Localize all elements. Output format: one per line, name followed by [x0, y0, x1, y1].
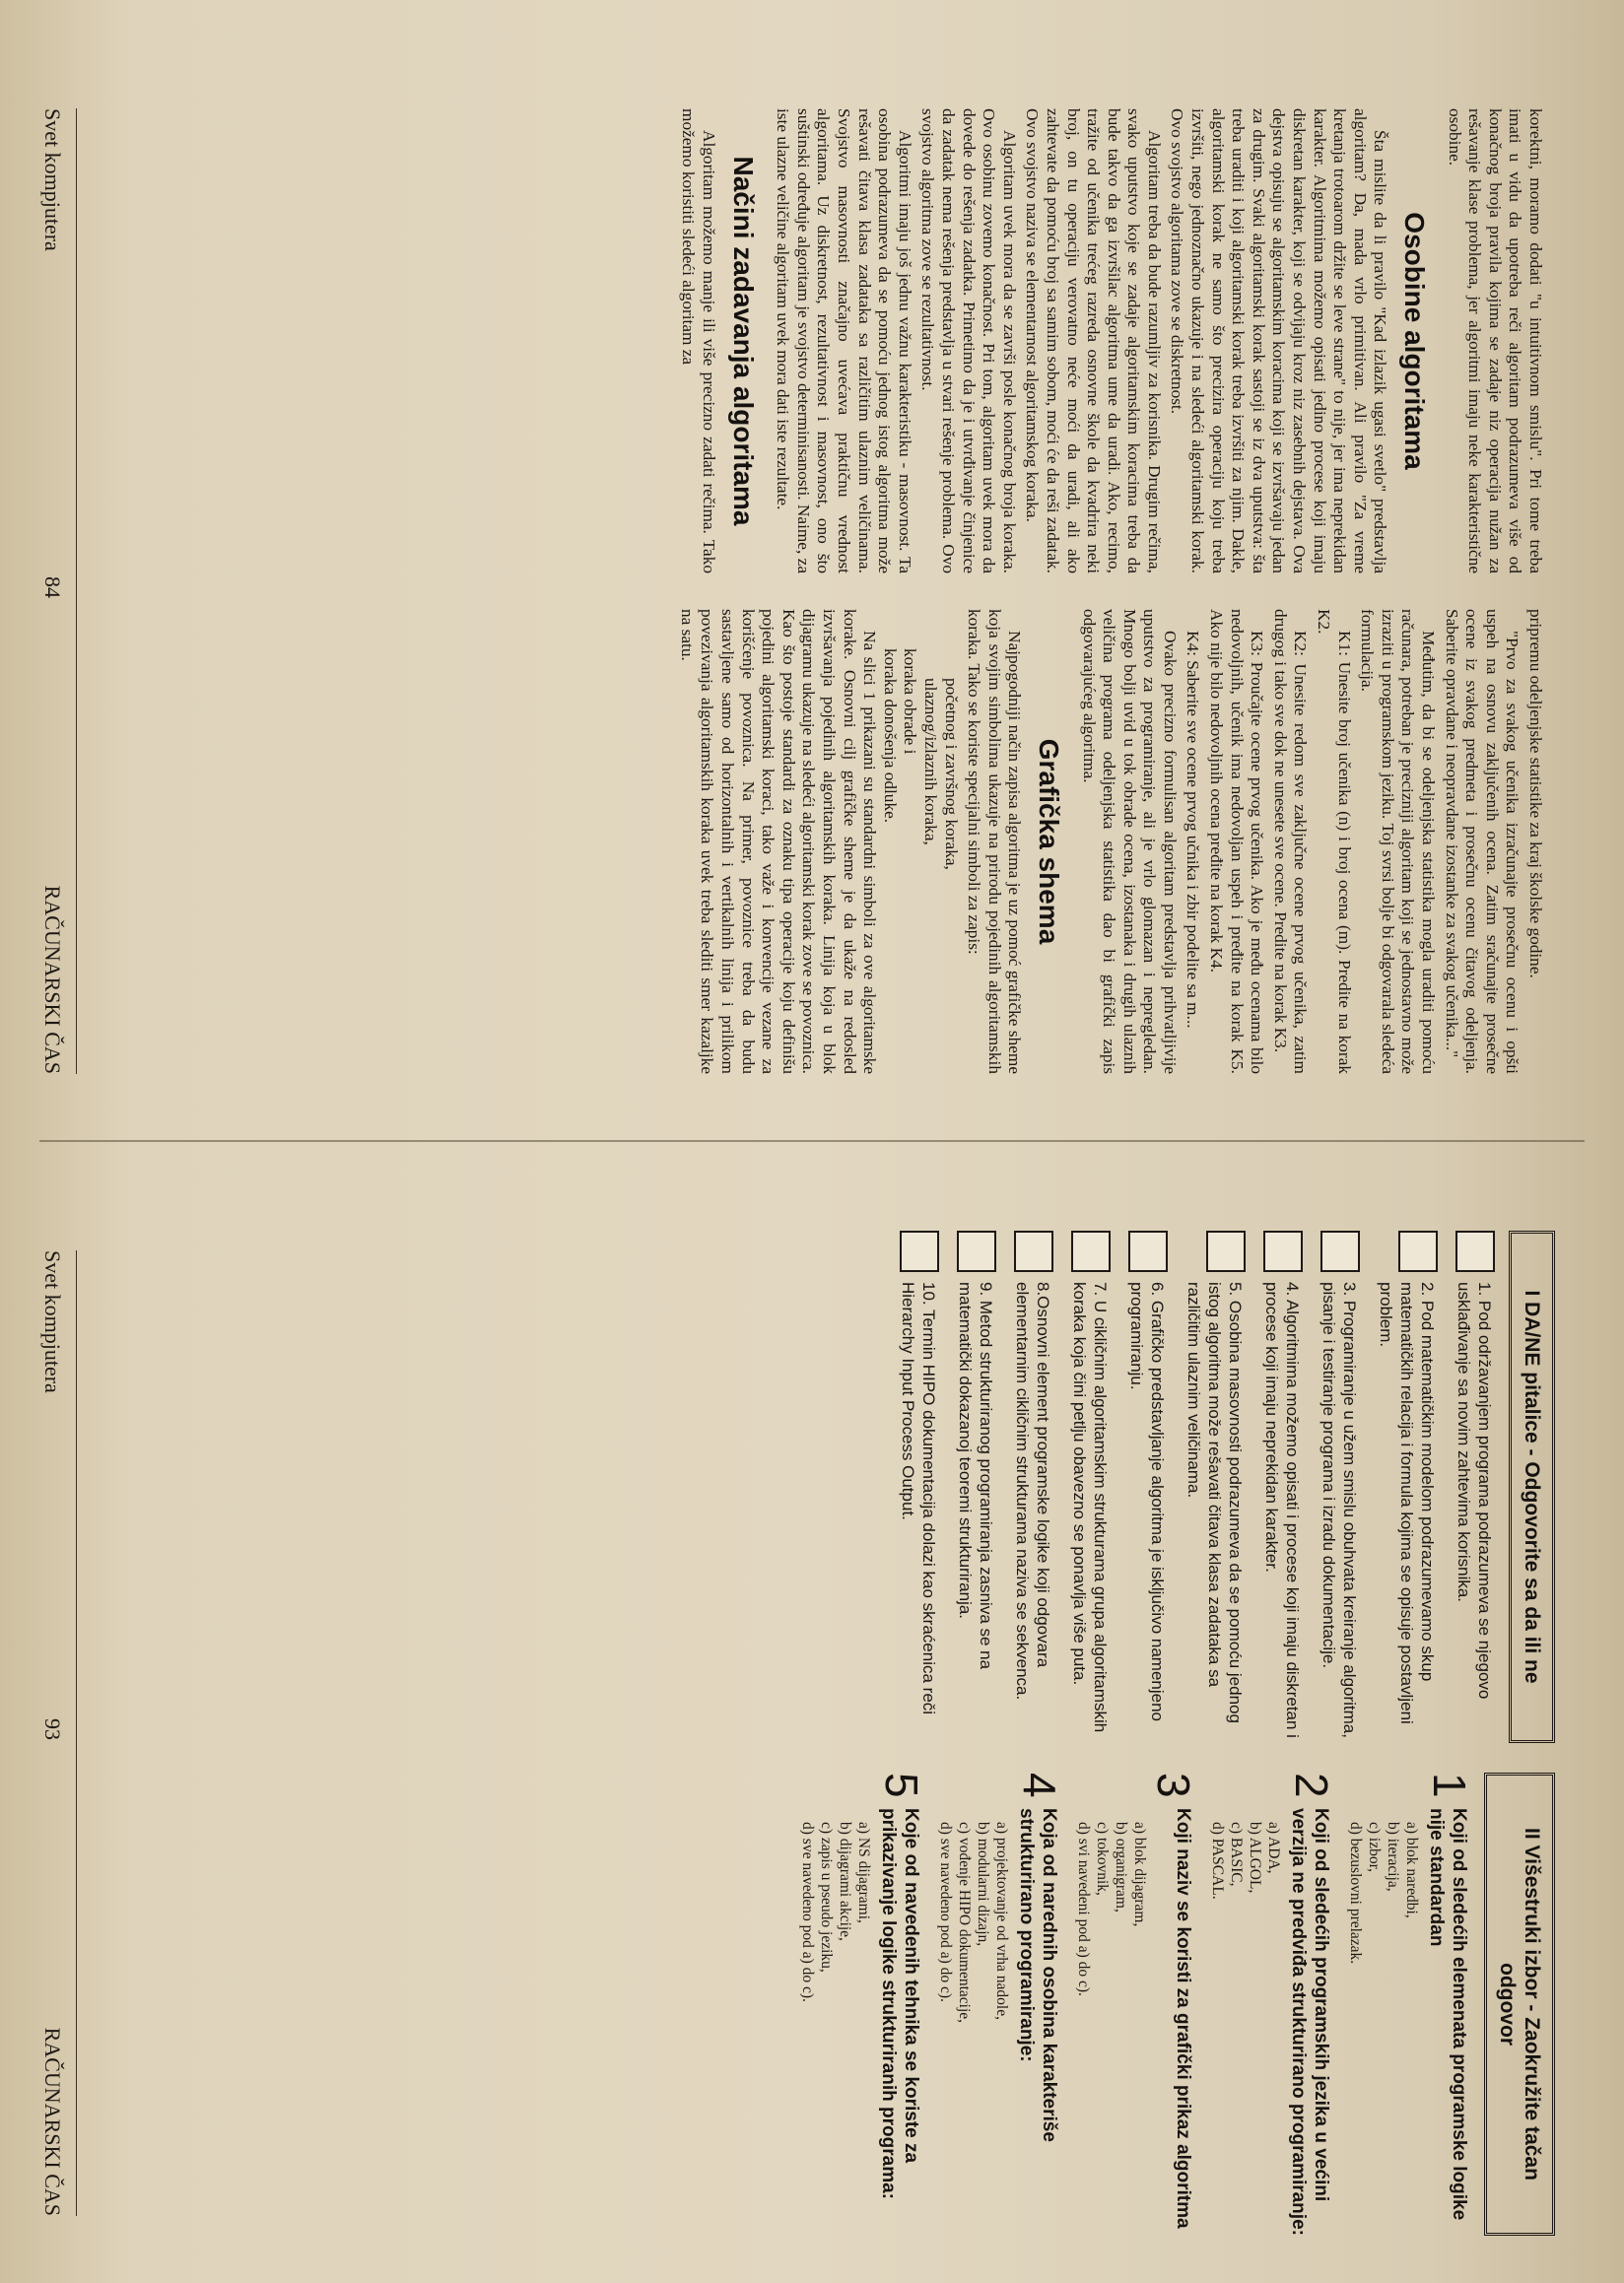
answer-option[interactable]: c) vođenje HIPO dokumentacije, — [956, 1822, 973, 2024]
page-84 — [0, 0, 1624, 1141]
true-false-section — [116, 1231, 1555, 1743]
question-text: 5. Osobina masovnosti podrazumeva da se pomoću jednog istog algoritma može rešavati čitava klasa zadataka sa različitim ulaznim veličinama. — [1184, 1282, 1245, 1723]
answer-checkbox[interactable] — [900, 1231, 939, 1272]
multiple-choice-question — [1286, 1773, 1337, 2236]
question-text: Koji od sledećih programskih jezika u većini verzija ne predviđa strukturirano programiranje: — [1288, 1808, 1331, 2236]
page-footer — [35, 1250, 65, 2216]
true-false-list — [898, 1231, 1495, 1743]
question-number: 2 — [1286, 1773, 1337, 1798]
answer-option[interactable]: b) dijagrami akcije, — [837, 1822, 853, 1941]
paragraph: Algoritmi imaju još jednu važnu karakteristiku - masovnost. Ta osobina podrazumeva da se pomoću jednog istog algoritma može rešavati čitava klasa zadataka sa različitim ulaznim veličinama. Svojstvo masovnosti značajno uvećava praktičnu vrednost algoritama. Uz diskretnost, rezultativnost i masovnost, ono što suštinski određuje algoritam je svojstvo determinisanosti. Naime, za iste ulazne veličine algoritam uvek mora dati iste rezultate. — [774, 108, 914, 573]
answer-option[interactable]: a) NS dijagrami, — [855, 1822, 872, 1923]
answer-checkbox[interactable] — [1455, 1231, 1495, 1272]
true-false-question — [1012, 1231, 1053, 1743]
paragraph: Međutim, da bi se odeljenjska statistika mogla uraditi pomoću računara, potreban je precizniji algoritam koji se jednostavno može izraziti u programskom jeziku. Toj svrsi bolje bi odgovarala sledeća formulacija. — [1358, 609, 1439, 1074]
answer-option[interactable]: c) izbor, — [1366, 1822, 1383, 1873]
question-text: 10. Termin HIPO dokumentacija dolazi kao skraćenica reči Hierarchy Input Process Output. — [899, 1282, 938, 1715]
answer-checkbox[interactable] — [1263, 1231, 1303, 1272]
answer-checkbox[interactable] — [957, 1231, 996, 1272]
footer-rule — [76, 108, 77, 1074]
paragraph: Algoritam treba da bude razumljiv za korisnika. Drugim rečima, svako uputstvo koje se zadaje algoritamskim koracima treba da bude takvo da ga izvršilac algoritma ume da uradi. Ako, recimo, tražite od učenika trećeg razreda osnovne škole da kvadrira neki broj, on tu operaciju verovatno neće moći da uradi, ali ako zahtevate da pomoću broj sa samim sobom, moći će da reši zadatak. Ovo svojstvo naziva se elementarnost algoritamskog koraka. — [1023, 108, 1164, 573]
true-false-question — [1319, 1231, 1360, 1743]
true-false-question — [955, 1231, 996, 1743]
answer-option[interactable]: d) svi navedeni pod a) do c). — [1075, 1822, 1092, 1996]
list-item: koraka donošenja odluke. — [880, 648, 900, 824]
answer-option[interactable]: b) iteracija, — [1385, 1822, 1401, 1892]
answer-checkbox[interactable] — [1398, 1231, 1438, 1272]
footer-page-number: 93 — [40, 1718, 65, 1740]
multiple-choice-question — [876, 1773, 927, 2236]
answer-options — [1346, 1822, 1421, 2236]
section-header: I DA/NE pitalice - Odgovorite sa da ili ne — [1509, 1231, 1555, 1743]
question-number: 1 — [1424, 1773, 1475, 1798]
algorithm-step: K3: Proučajte ocene prvog učenika. Ako je među ocenama bilo nedovoljnih, učenik ima nedovoljan uspeh i pređite na korak K5. Ako nije bilo nedovoljnih ocena pređite na korak K4. — [1207, 609, 1267, 1074]
answer-checkbox[interactable] — [1014, 1231, 1053, 1272]
question-text: 2. Pod matematičkim modelom podrazumevamo skup matematičkih relacija i formula kojima se opisuje postavljeni problem. — [1377, 1282, 1437, 1724]
answer-option[interactable]: b) organigram, — [1113, 1822, 1129, 1913]
answer-option[interactable]: d) sve navedeno pod a) do c). — [799, 1822, 816, 2002]
answer-option[interactable]: c) tokovnik, — [1094, 1822, 1111, 1896]
question-text: 4. Algoritmima možemo opisati i procese koji imaju diskretan i procese koji imaju neprekidan karakter. — [1262, 1282, 1302, 1738]
answer-option[interactable]: a) blok dijagram, — [1131, 1822, 1148, 1927]
answer-option[interactable]: b) modularni dizajn, — [975, 1822, 991, 1947]
true-false-question — [1069, 1231, 1111, 1743]
heading-nacini: Načini zadavanja algoritama — [727, 156, 759, 526]
algorithm-step: K2: Unesite redom sve zaključne ocene prvog učenika, zatim drugog i tako sve dok ne unesete sve ocene. Predite na korak K3. — [1270, 609, 1311, 1074]
true-false-question — [1261, 1231, 1303, 1743]
answer-option[interactable]: b) ALGOL, — [1247, 1822, 1263, 1894]
page-93 — [0, 1142, 1624, 2283]
answer-option[interactable]: a) projektovanje od vrha nadole, — [993, 1822, 1010, 2020]
paragraph: pripremu odeljenjske statistike za kraj školske godine. — [1526, 609, 1545, 978]
true-false-question — [1376, 1231, 1438, 1743]
question-number: 5 — [876, 1773, 927, 1798]
footer-magazine: Svet kompjutera — [40, 1250, 65, 1393]
article-column-2 — [126, 609, 1545, 1074]
question-text: Koji naziv se koristi za grafički prikaz algoritma — [1173, 1808, 1193, 2229]
question-text: 1. Pod održavanjem programa podrazumeva se njegovo usklađivanje sa novim zahtevima korisnika. — [1455, 1282, 1494, 1700]
footer-section: RAČUNARSKI ČAS — [40, 2027, 65, 2216]
question-text: Koji od sledećih elemenata programske logike nije standardan — [1426, 1808, 1469, 2221]
answer-checkbox[interactable] — [1128, 1231, 1168, 1272]
answer-option[interactable]: a) blok naredbi, — [1403, 1822, 1420, 1918]
answer-option[interactable]: d) PASCAL. — [1209, 1822, 1226, 1900]
answer-option[interactable]: c) BASIC, — [1228, 1822, 1245, 1887]
true-false-question — [1126, 1231, 1168, 1743]
answer-checkbox[interactable] — [1206, 1231, 1246, 1272]
multiple-choice-section — [116, 1773, 1555, 2236]
footer-magazine: Svet kompjutera — [40, 108, 65, 251]
list-item: koraka obrade i — [901, 648, 920, 755]
quiz-columns — [116, 1231, 1555, 2236]
question-text: 3. Programiranje u užem smislu obuhvata kreiranje algoritma, pisanje i testiranje programa i izradu dokumentacije. — [1320, 1282, 1359, 1738]
paragraph: Najpogodniji način zapisa algoritma je uz pomoć grafičke sheme koja svojim simbolima ukazuje na prirodu pojedinih algoritamskih koraka. Tako se koriste specijalni simboli za zapis: — [965, 609, 1025, 1074]
answer-checkbox[interactable] — [1320, 1231, 1360, 1272]
algorithm-step: K4: Saberite sve ocene prvog učnika i zbir podelite sa m... — [1184, 631, 1203, 1029]
paragraph: Algoritam možemo manje ili više precizno zadati rečima. Tako možemo koristiti sledeći algoritam za — [679, 108, 719, 573]
multiple-choice-question — [1148, 1773, 1199, 2236]
question-text: Koje od navedenih tehnika se koriste za prikazivanje logike strukturiranih programa: — [878, 1808, 921, 2199]
algorithm-step: K1: Unesite broj učenika (n) i broj ocena (m). Predite na korak K2. — [1315, 609, 1354, 1074]
article-columns — [126, 108, 1545, 1074]
list-item: početnog i završnog koraka, — [941, 678, 961, 870]
answer-option[interactable]: c) zapis u pseudo jeziku, — [818, 1822, 835, 1973]
question-number: 4 — [1014, 1773, 1065, 1798]
answer-option[interactable]: d) bezuslovni prelazak. — [1347, 1822, 1364, 1965]
paragraph: korektni, moramo dodati "u intuitivnom smislu". Pri tome treba imati u vidu da upotreba reči algoritam podrazumeva više od konačnog broja pravila kojima se zadaje niz operacija nužan za rešavanje klase problema, jer algoritmi imaju neke karakteristične osobine. — [1445, 108, 1545, 573]
footer-section: RAČUNARSKI ČAS — [40, 885, 65, 1074]
paragraph: Na slici 1 prikazani su standardni simboli za ove algoritamske korake. Osnovni cilj grafičke sheme je da ukaže na redosled izvršavanja pojedinih algoritamskih koraka. Linija koja u blok dijagramu ukazuje na sledeći algoritamski korak zove se povoznica. Kao što postoje standardi za oznaku tipa operacije koju definišu pojedini algoritamski koraci, tako važe i konvencije vezane za korišćenje povoznica. Na primer, povoznice treba da budu sastavljene samo od horizontalnih i vertikalnih linija i prilikom povezivanja algoritamskih koraka uvek treba slediti smer kazaljke na satu. — [677, 609, 880, 1074]
multiple-choice-question — [1424, 1773, 1475, 2236]
answer-options — [1074, 1822, 1149, 2236]
answer-option[interactable]: d) sve navedeno pod a) do c). — [937, 1822, 954, 2002]
page-footer — [35, 108, 65, 1074]
true-false-question — [898, 1231, 939, 1743]
article-column-1 — [126, 108, 1545, 573]
answer-options — [1208, 1822, 1283, 2236]
answer-checkbox[interactable] — [1071, 1231, 1111, 1272]
question-number: 3 — [1148, 1773, 1199, 1798]
footer-page-number: 84 — [40, 576, 65, 598]
footer-rule — [76, 1250, 77, 2216]
paragraph: Šta mislite da li pravilo "Kad izlazik ugasi svetlo" predstavlja algoritam? Da, mada vrlo primitivan. Ali pravilo "Za vreme kretanja trotoarom držite se leve strane" to nije, jer ima neprekidan karakter. Algoritmima možemo opisati jedino procese koji imaju diskretan karakter, koji se odvijaju kroz niz zasebnih dejstava. Ova dejstva opisuju se algoritamskim koracima koji se izvršavaju jedan za drugim. Svaki algoritamski korak sastoji se iz dva uputstva: šta treba uraditi i koji algoritamski korak treba izvršiti za njim. Dakle, algoritamski korak ne samo što precizira operaciju koju treba izvršiti, nego jednoznačno ukazuje i na sledeći algoritamski korak. Ovo svojstvo algoritama zove se diskretnost. — [1168, 108, 1390, 573]
answer-options — [798, 1822, 873, 2236]
heading-graficka: Grafička shema — [1033, 738, 1064, 945]
multiple-choice-list — [798, 1773, 1475, 2236]
list-item: ulaznog/izlaznih koraka, — [920, 678, 940, 845]
question-text: 9. Metod strukturiranog programiranja zasniva se na matematički dokazanoj teoremi strukturiranja. — [956, 1282, 995, 1670]
question-text: 7. U cikličnim algoritamskim strukturama grupa algoritamskih koraka koja čini petlju obavezno se ponavlja više puta. — [1070, 1282, 1110, 1733]
question-text: 8.Osnovni element programske logike koji odgovara elementarnim cikličnim strukturama naziva se sekvenca. — [1013, 1282, 1052, 1701]
answer-option[interactable]: a) ADA, — [1265, 1822, 1282, 1874]
paragraph: Algoritam uvek mora da se završi posle konačnog broja koraka. Ovo osobinu zovemo konačnost. Pri tom, algoritam uvek mora da dovede do rešenja zadatka. Primetimo da je i utvrđivanje činjenice da zadatak nema rešenja predstavlja u stvari rešenje problema. Ovo svojstvo algoritma zove se rezultativnost. — [918, 108, 1019, 573]
true-false-question — [1184, 1231, 1246, 1743]
true-false-question — [1454, 1231, 1495, 1743]
section-header: II Višestruki izbor - Zaokružite tačan odgovor — [1484, 1773, 1555, 2236]
paragraph: "Prvo za svakog učenika izračunajte prosečnu ocenu i opšti uspeh na osnovu zaključenih ocena. Zatim sračunajte prosečne ocene iz svakog predmeta i prosečnu ocenu čitavog odeljenja. Saberite opravdane i neopravdane izostanke za svakog učenika..." — [1442, 609, 1522, 1074]
multiple-choice-question — [1014, 1773, 1065, 2236]
paragraph: Ovako precizno formulisan algoritam predstavlja prihvatljivije uputstvo za programiranje, ali je vrlo glomazan i nepregledan. Mnogo bolji uvid u tok obrade ocena, izostanaka i drugih ulaznih veličina programa odeljenjska statistika dao bi grafički zapis odgovarajućeg algoritma. — [1079, 609, 1180, 1074]
question-text: Koja od narednih osobina karakteriše strukturirano programiranje: — [1016, 1808, 1059, 2142]
answer-options — [936, 1822, 1011, 2236]
question-text: 6. Grafičko predstavljanje algoritma je isključivo namenjeno programiranju. — [1127, 1282, 1167, 1721]
heading-osobine: Osobine algoritama — [1399, 212, 1431, 470]
